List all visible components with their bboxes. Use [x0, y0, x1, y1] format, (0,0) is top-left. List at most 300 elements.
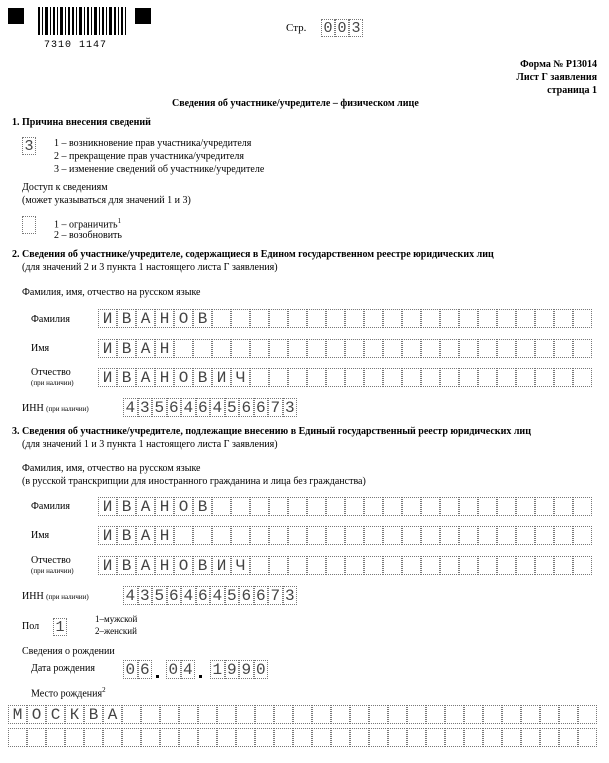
s1-option-2: 2 – прекращение прав участника/учредителя — [54, 151, 244, 162]
s3-pob-field-line-1-cell — [312, 705, 331, 724]
s1-heading: 1. Причина внесения сведений — [12, 117, 151, 128]
s3-patr-field-cell: В — [193, 556, 212, 575]
page-number-field-cell: 0 — [321, 19, 335, 37]
s3-inn-field-cell: 6 — [239, 586, 254, 605]
s3-patr-field-cell: В — [117, 556, 136, 575]
s3-pob-field-line-2-cell — [84, 728, 103, 747]
s2-patr-field-cell: А — [136, 368, 155, 387]
s3-pob-field-line-2-cell — [255, 728, 274, 747]
s3-patr-field-cell: Н — [155, 556, 174, 575]
s3-pob-field-line-2-cell — [198, 728, 217, 747]
s3-patr-field-cell — [535, 556, 554, 575]
s3-surname-field-cell: О — [174, 497, 193, 516]
s3-name-field-cell — [231, 526, 250, 545]
s3-pob-field-line-1-cell: А — [103, 705, 122, 724]
s3-pob-field-line-2-cell — [8, 728, 27, 747]
s3-pob-field-line-2-cell — [217, 728, 236, 747]
s3-pob-field-line-1-cell — [179, 705, 198, 724]
s2-name-field-cell — [231, 339, 250, 358]
s3-patr-field-cell: И — [212, 556, 231, 575]
s3-pob-field-line-1-cell: О — [27, 705, 46, 724]
s2-surname-field-cell — [269, 309, 288, 328]
s3-pob-field-line-1[interactable] — [8, 705, 597, 724]
s2-inn-field[interactable] — [123, 398, 297, 417]
s2-patr-field-cell — [459, 368, 478, 387]
s2-surname-field-cell: Н — [155, 309, 174, 328]
s3-patr-field-cell — [326, 556, 345, 575]
s2-name-field-cell — [364, 339, 383, 358]
s3-pob-field-line-2-cell — [521, 728, 540, 747]
s1-access-option-1 — [54, 217, 121, 230]
s3-pob-field-line-2-cell — [445, 728, 464, 747]
s3-patr-field-cell — [440, 556, 459, 575]
s3-sex-option-2: 2–женский — [95, 626, 137, 636]
s3-inn-label-text: ИНН — [22, 591, 44, 602]
s3-pob-field-line-2-cell — [179, 728, 198, 747]
s3-patr-field-cell: Ч — [231, 556, 250, 575]
s1-access-option-2: 2 – возобновить — [54, 230, 122, 241]
s2-patr-field-cell — [364, 368, 383, 387]
s2-name-field-cell — [345, 339, 364, 358]
s2-patr-field-cell — [554, 368, 573, 387]
s2-inn-label-text: ИНН — [22, 403, 44, 414]
s2-name-field-cell: В — [117, 339, 136, 358]
s3-sex-label: Пол — [22, 621, 40, 632]
s3-patr-field-cell — [269, 556, 288, 575]
s3-pob-field-line-1-cell — [445, 705, 464, 724]
s3-inn-field-cell: 4 — [123, 586, 138, 605]
s2-surname-field-cell — [459, 309, 478, 328]
s3-name-field-cell — [573, 526, 592, 545]
s2-patr-field-cell — [269, 368, 288, 387]
s3-name-field-cell — [212, 526, 231, 545]
s3-sub: (для значений 1 и 3 пункта 1 настоящего листа Г заявления) — [22, 439, 278, 450]
s3-pob-field-line-1-cell — [236, 705, 255, 724]
s2-name-field-cell — [535, 339, 554, 358]
s2-patr-field-cell — [250, 368, 269, 387]
s3-patr-field-cell — [307, 556, 326, 575]
s3-surname-field-cell — [250, 497, 269, 516]
s3-inn-field-cell: 7 — [268, 586, 283, 605]
s3-patr-field-cell — [421, 556, 440, 575]
s2-inn-field-cell: 4 — [181, 398, 196, 417]
s2-patr-field-cell — [421, 368, 440, 387]
s2-name-field-cell — [497, 339, 516, 358]
s2-name-field-cell — [573, 339, 592, 358]
s1-access-sup: 1 — [117, 217, 122, 225]
s3-surname-field-cell — [345, 497, 364, 516]
s3-pob-label-text: Место рождения — [31, 688, 103, 700]
s2-surname-field[interactable] — [98, 309, 592, 328]
s2-fio-label: Фамилия, имя, отчество на русском языке — [22, 287, 201, 298]
s3-patr-field-cell — [364, 556, 383, 575]
s3-pob-field-line-2-cell — [312, 728, 331, 747]
s3-pob-field-line-1-cell — [521, 705, 540, 724]
s3-name-field-cell — [440, 526, 459, 545]
s3-name-field-cell — [364, 526, 383, 545]
s2-inn-field-cell: 6 — [196, 398, 211, 417]
s3-surname-field-cell — [516, 497, 535, 516]
s2-surname-field-cell: И — [98, 309, 117, 328]
barcode-bars — [38, 7, 130, 35]
s2-inn-field-cell: 6 — [167, 398, 182, 417]
s3-patr-field-cell — [402, 556, 421, 575]
s2-name-field-cell — [307, 339, 326, 358]
s2-surname-field-cell — [212, 309, 231, 328]
s3-name-field-cell — [288, 526, 307, 545]
s3-pob-field-line-2-cell — [483, 728, 502, 747]
s2-inn-field-cell: 5 — [225, 398, 240, 417]
s3-pob-field-line-1-cell: К — [65, 705, 84, 724]
s3-surname-field-cell — [212, 497, 231, 516]
s3-pob-field-line-1-cell — [160, 705, 179, 724]
s2-surname-field-cell — [478, 309, 497, 328]
s3-inn-field-cell: 6 — [167, 586, 182, 605]
s3-patr-field-cell — [250, 556, 269, 575]
s2-patr-field[interactable] — [98, 368, 592, 387]
s2-patr-field-cell: И — [98, 368, 117, 387]
s2-surname-field-cell: О — [174, 309, 193, 328]
s1-reason-field[interactable] — [22, 137, 36, 155]
s2-surname-field-cell: В — [117, 309, 136, 328]
s3-patr-field-cell — [383, 556, 402, 575]
s3-dob-year[interactable] — [210, 660, 268, 679]
s2-name-field-cell: А — [136, 339, 155, 358]
s2-patr-label: Отчество — [31, 367, 71, 378]
s3-inn-field-cell: 3 — [138, 586, 153, 605]
s3-pob-field-line-2-cell — [331, 728, 350, 747]
s2-patr-field-cell — [345, 368, 364, 387]
s1-access-field-cell — [22, 216, 36, 234]
s3-pob-field-line-1-cell — [483, 705, 502, 724]
s3-fio-note: (в русской транскрипции для иностранного гражданина и лица без гражданства) — [22, 476, 366, 487]
s2-surname-field-cell — [307, 309, 326, 328]
corner-marker-left — [8, 8, 24, 24]
s3-surname-field-cell — [440, 497, 459, 516]
s3-pob-field-line-2-cell — [426, 728, 445, 747]
s3-patr-field-cell — [516, 556, 535, 575]
s3-inn-field-cell: 6 — [254, 586, 269, 605]
s3-pob-field-line-1-cell — [274, 705, 293, 724]
s3-name-field-cell: И — [98, 526, 117, 545]
s3-name-field-cell: А — [136, 526, 155, 545]
s2-patr-field-cell: И — [212, 368, 231, 387]
s1-access-note: (может указываться для значений 1 и 3) — [22, 195, 191, 206]
s3-inn-field-cell: 3 — [283, 586, 298, 605]
s2-inn-field-cell: 4 — [210, 398, 225, 417]
s3-name-field-cell — [250, 526, 269, 545]
s3-name-field-cell: Н — [155, 526, 174, 545]
s3-pob-field-line-1-cell: В — [84, 705, 103, 724]
s2-surname-field-cell — [250, 309, 269, 328]
s3-patr-field-cell — [554, 556, 573, 575]
s2-patr-field-cell — [383, 368, 402, 387]
s3-dob-separator-2 — [199, 675, 202, 678]
s3-dob-day[interactable] — [123, 660, 152, 679]
s3-pob-field-line-2-cell — [540, 728, 559, 747]
s3-surname-field-cell — [383, 497, 402, 516]
s3-surname-field-cell — [478, 497, 497, 516]
s3-patr-field-cell — [497, 556, 516, 575]
s3-dob-year-cell: 9 — [225, 660, 240, 679]
s3-surname-field-cell — [269, 497, 288, 516]
s3-name-field-cell — [478, 526, 497, 545]
s3-pob-field-line-2-cell — [559, 728, 578, 747]
s2-name-field-cell — [478, 339, 497, 358]
barcode-number: 7310 1147 — [44, 40, 108, 51]
s2-surname-field-cell — [554, 309, 573, 328]
s3-fio-label: Фамилия, имя, отчество на русском языке — [22, 463, 201, 474]
s3-name-field-cell — [307, 526, 326, 545]
s3-pob-field-line-1-cell — [198, 705, 217, 724]
s3-dob-day-cell: 6 — [138, 660, 153, 679]
s2-surname-field-cell — [535, 309, 554, 328]
s2-surname-field-cell — [345, 309, 364, 328]
s2-surname-field-cell — [364, 309, 383, 328]
s3-pob-field-line-1-cell — [331, 705, 350, 724]
s1-option-1: 1 – возникновение прав участника/учредителя — [54, 138, 252, 149]
s2-surname-label: Фамилия — [31, 314, 70, 325]
s3-pob-field-line-1-cell — [464, 705, 483, 724]
s2-name-field-cell — [402, 339, 421, 358]
s1-access-label: Доступ к сведениям — [22, 182, 108, 193]
s2-name-field-cell — [459, 339, 478, 358]
s3-name-field-cell — [459, 526, 478, 545]
s3-name-field-cell: В — [117, 526, 136, 545]
s2-sub: (для значений 2 и 3 пункта 1 настоящего листа Г заявления) — [22, 262, 278, 273]
s3-pob-field-line-2-cell — [407, 728, 426, 747]
s2-patr-field-cell: В — [117, 368, 136, 387]
page-label: Стр. — [286, 22, 307, 34]
s3-surname-field-cell — [326, 497, 345, 516]
s3-surname-field-cell: Н — [155, 497, 174, 516]
s3-pob-field-line-1-cell: М — [8, 705, 27, 724]
s2-name-field-cell — [193, 339, 212, 358]
form-number: Форма № Р13014 — [520, 59, 597, 70]
s3-inn-field-cell: 5 — [152, 586, 167, 605]
s3-name-field-cell — [402, 526, 421, 545]
page-number-field-cell: 0 — [335, 19, 349, 37]
s3-pob-field-line-2-cell — [293, 728, 312, 747]
s2-name-field[interactable] — [98, 339, 592, 358]
s2-inn-field-cell: 3 — [283, 398, 298, 417]
s3-pob-field-line-2-cell — [350, 728, 369, 747]
s3-name-field-cell — [421, 526, 440, 545]
s2-patr-field-cell — [516, 368, 535, 387]
s2-surname-field-cell: А — [136, 309, 155, 328]
s1-access-field[interactable] — [22, 216, 36, 234]
s2-patr-field-cell — [288, 368, 307, 387]
s3-surname-field[interactable] — [98, 497, 592, 516]
s2-patr-field-cell — [573, 368, 592, 387]
s3-patr-field-cell — [288, 556, 307, 575]
s3-patr-field-cell: И — [98, 556, 117, 575]
s3-surname-field-cell — [459, 497, 478, 516]
s3-surname-field-cell: В — [193, 497, 212, 516]
s3-name-field-cell — [535, 526, 554, 545]
s2-patr-field-cell — [535, 368, 554, 387]
s3-dob-month[interactable] — [166, 660, 195, 679]
s2-name-field-cell — [250, 339, 269, 358]
s2-name-label: Имя — [31, 343, 50, 354]
s2-inn-field-cell: 7 — [268, 398, 283, 417]
page-number-field — [321, 19, 363, 37]
s3-name-field-cell — [193, 526, 212, 545]
s3-pob-field-line-1-cell — [122, 705, 141, 724]
s2-patr-note: (при наличии) — [31, 379, 74, 387]
s3-name-field-cell — [174, 526, 193, 545]
s3-surname-field-cell — [307, 497, 326, 516]
s3-pob-field-line-1-cell — [502, 705, 521, 724]
s3-surname-label: Фамилия — [31, 501, 70, 512]
s3-pob-field-line-2-cell — [369, 728, 388, 747]
s1-access-option-1-text: 1 – ограничить — [54, 219, 118, 231]
s3-dob-year-cell: 9 — [239, 660, 254, 679]
s3-pob-field-line-2-cell — [236, 728, 255, 747]
s3-pob-field-line-1-cell — [559, 705, 578, 724]
s3-surname-field-cell — [288, 497, 307, 516]
s3-birth-label: Сведения о рождении — [22, 646, 115, 657]
s2-patr-field-cell: Н — [155, 368, 174, 387]
s2-patr-field-cell — [497, 368, 516, 387]
s3-surname-field-cell — [421, 497, 440, 516]
s3-sex-field-cell: 1 — [53, 618, 67, 636]
s2-name-field-cell — [269, 339, 288, 358]
s2-patr-field-cell: Ч — [231, 368, 250, 387]
s3-patr-field-cell — [573, 556, 592, 575]
s2-surname-field-cell — [288, 309, 307, 328]
s3-inn-field-cell: 5 — [225, 586, 240, 605]
s3-patr-field-cell: О — [174, 556, 193, 575]
s3-pob-field-line-1-cell — [369, 705, 388, 724]
s3-dob-separator-1 — [156, 675, 159, 678]
s3-pob-field-line-1-cell — [578, 705, 597, 724]
s1-reason-field-cell: 3 — [22, 137, 36, 155]
s2-patr-field-cell: В — [193, 368, 212, 387]
s3-patr-note: (при наличии) — [31, 567, 74, 575]
s2-name-field-cell — [421, 339, 440, 358]
s3-pob-field-line-2-cell — [160, 728, 179, 747]
s2-surname-field-cell — [516, 309, 535, 328]
s2-inn-field-cell: 4 — [123, 398, 138, 417]
s3-name-field[interactable] — [98, 526, 592, 545]
s2-patr-field-cell — [478, 368, 497, 387]
s2-inn-field-cell: 6 — [239, 398, 254, 417]
s3-pob-field-line-2-cell — [502, 728, 521, 747]
s2-surname-field-cell — [326, 309, 345, 328]
s3-sex-field[interactable] — [53, 618, 67, 636]
s3-pob-field-line-2-cell — [46, 728, 65, 747]
s3-surname-field-cell — [364, 497, 383, 516]
s2-patr-field-cell — [307, 368, 326, 387]
s3-patr-field-cell — [459, 556, 478, 575]
s2-name-field-cell — [554, 339, 573, 358]
s3-inn-note: (при наличии) — [46, 593, 89, 601]
s3-pob-field-line-1-cell — [350, 705, 369, 724]
s3-name-field-cell — [326, 526, 345, 545]
s3-dob-month-cell: 0 — [166, 660, 181, 679]
s3-inn-field-cell: 4 — [210, 586, 225, 605]
s3-pob-field-line-1-cell: С — [46, 705, 65, 724]
s2-inn-field-cell: 3 — [138, 398, 153, 417]
s3-inn-label — [22, 591, 89, 602]
s2-name-field-cell — [288, 339, 307, 358]
s3-pob-field-line-1-cell — [217, 705, 236, 724]
s3-pob-field-line-2-cell — [122, 728, 141, 747]
s3-pob-field-line-1-cell — [141, 705, 160, 724]
s2-surname-field-cell — [231, 309, 250, 328]
s3-dob-month-cell: 4 — [181, 660, 196, 679]
s3-name-label: Имя — [31, 530, 50, 541]
s3-surname-field-cell — [535, 497, 554, 516]
s2-name-field-cell — [326, 339, 345, 358]
s3-name-field-cell — [269, 526, 288, 545]
barcode — [38, 7, 130, 38]
s3-pob-field-line-2[interactable] — [8, 728, 597, 747]
form-sheet: Лист Г заявления — [516, 72, 597, 83]
form-page: страница 1 — [547, 85, 597, 96]
s3-surname-field-cell — [554, 497, 573, 516]
s3-surname-field-cell — [497, 497, 516, 516]
s3-surname-field-cell: В — [117, 497, 136, 516]
s3-name-field-cell — [383, 526, 402, 545]
s2-surname-field-cell: В — [193, 309, 212, 328]
s1-option-3: 3 – изменение сведений об участнике/учредителе — [54, 164, 265, 175]
s3-patr-field-cell — [478, 556, 497, 575]
s3-surname-field-cell — [573, 497, 592, 516]
s3-surname-field-cell — [231, 497, 250, 516]
s3-pob-field-line-2-cell — [274, 728, 293, 747]
s2-surname-field-cell — [421, 309, 440, 328]
s3-patr-field[interactable] — [98, 556, 592, 575]
s2-inn-field-cell: 5 — [152, 398, 167, 417]
s3-pob-field-line-2-cell — [103, 728, 122, 747]
s3-pob-field-line-2-cell — [388, 728, 407, 747]
s2-name-field-cell — [383, 339, 402, 358]
s3-pob-sup: 2 — [102, 686, 106, 694]
s3-pob-field-line-2-cell — [65, 728, 84, 747]
s3-pob-field-line-1-cell — [255, 705, 274, 724]
s3-pob-label — [31, 686, 106, 699]
s3-patr-field-cell: А — [136, 556, 155, 575]
corner-marker-right — [135, 8, 151, 24]
s2-surname-field-cell — [497, 309, 516, 328]
s3-pob-field-line-2-cell — [464, 728, 483, 747]
s3-pob-field-line-1-cell — [540, 705, 559, 724]
s3-pob-field-line-2-cell — [578, 728, 597, 747]
s3-name-field-cell — [554, 526, 573, 545]
s3-dob-label: Дата рождения — [31, 663, 95, 674]
s2-surname-field-cell — [573, 309, 592, 328]
s3-pob-field-line-2-cell — [141, 728, 160, 747]
page-number-field-cell: 3 — [349, 19, 363, 37]
s2-patr-field-cell — [440, 368, 459, 387]
s2-patr-field-cell — [402, 368, 421, 387]
s3-pob-field-line-1-cell — [293, 705, 312, 724]
s2-name-field-cell — [440, 339, 459, 358]
s2-name-field-cell — [516, 339, 535, 358]
s2-name-field-cell: И — [98, 339, 117, 358]
s2-inn-field-cell: 6 — [254, 398, 269, 417]
s2-surname-field-cell — [402, 309, 421, 328]
s3-dob-day-cell: 0 — [123, 660, 138, 679]
s3-surname-field-cell: И — [98, 497, 117, 516]
s3-inn-field[interactable] — [123, 586, 297, 605]
s2-name-field-cell — [174, 339, 193, 358]
s2-patr-field-cell: О — [174, 368, 193, 387]
s2-surname-field-cell — [383, 309, 402, 328]
s3-pob-field-line-1-cell — [426, 705, 445, 724]
